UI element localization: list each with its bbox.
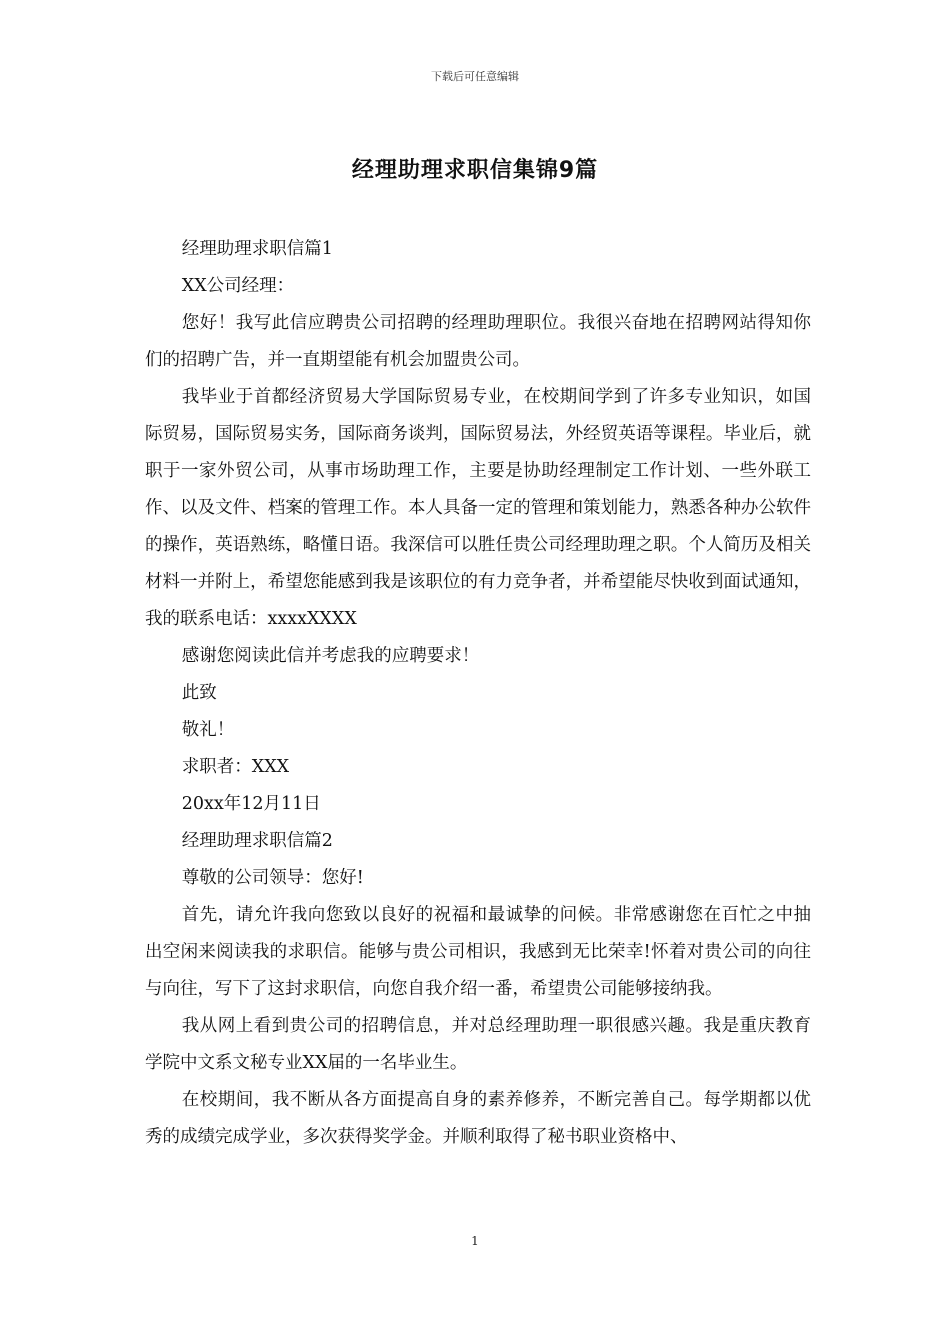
document-title: 经理助理求职信集锦9篇 <box>351 158 599 183</box>
salutation: 尊敬的公司领导：您好! <box>181 868 364 888</box>
body-paragraph: 首先，请允许我向您致以良好的祝福和最诚挚的问候。非常感谢您在百忙之中抽出空闲来阅读我的求职信。能够与贵公司相识，我感到无比荣幸!怀着对贵公司的向往与向往，写下了这封求职信，向您自我介绍一番，希望贵公司能够接纳我。 <box>145 905 811 999</box>
salutation: XX公司经理： <box>181 276 295 296</box>
document-body <box>145 231 811 1156</box>
closing-line: 此致 <box>181 683 217 703</box>
signature-line: 求职者：XXX <box>181 757 290 777</box>
date-line: 20xx年12月11日 <box>181 794 321 814</box>
body-paragraph: 我毕业于首都经济贸易大学国际贸易专业，在校期间学到了许多专业知识，如国际贸易，国际贸易实务，国际商务谈判，国际贸易法，外经贸英语等课程。毕业后，就职于一家外贸公司，从事市场助理工作，主要是协助经理制定工作计划、一些外联工作、以及文件、档案的管理工作。本人具备一定的管理和策划能力，熟悉各种办公软件的操作，英语熟练，略懂日语。我深信可以胜任贵公司经理助理之职。个人简历及相关材料一并附上，希望您能感到我是该职位的有力竞争者，并希望能尽快收到面试通知，我的联系电话：xxxxXXXX <box>145 387 811 629</box>
page-number: 1 <box>471 1234 479 1248</box>
body-paragraph: 在校期间，我不断从各方面提高自身的素养修养，不断完善自己。每学期都以优秀的成绩完成学业，多次获得奖学金。并顺利取得了秘书职业资格中、 <box>145 1090 811 1147</box>
closing-line: 敬礼！ <box>181 720 235 740</box>
body-paragraph: 感谢您阅读此信并考虑我的应聘要求！ <box>181 646 480 666</box>
section-heading: 经理助理求职信篇2 <box>181 831 333 851</box>
section-heading: 经理助理求职信篇1 <box>181 239 333 259</box>
body-paragraph: 我从网上看到贵公司的招聘信息，并对总经理助理一职很感兴趣。我是重庆教育学院中文系文秘专业XX届的一名毕业生。 <box>145 1016 811 1073</box>
header-note: 下载后可任意编辑 <box>431 70 519 83</box>
body-paragraph: 您好！我写此信应聘贵公司招聘的经理助理职位。我很兴奋地在招聘网站得知你们的招聘广告，并一直期望能有机会加盟贵公司。 <box>145 313 811 370</box>
